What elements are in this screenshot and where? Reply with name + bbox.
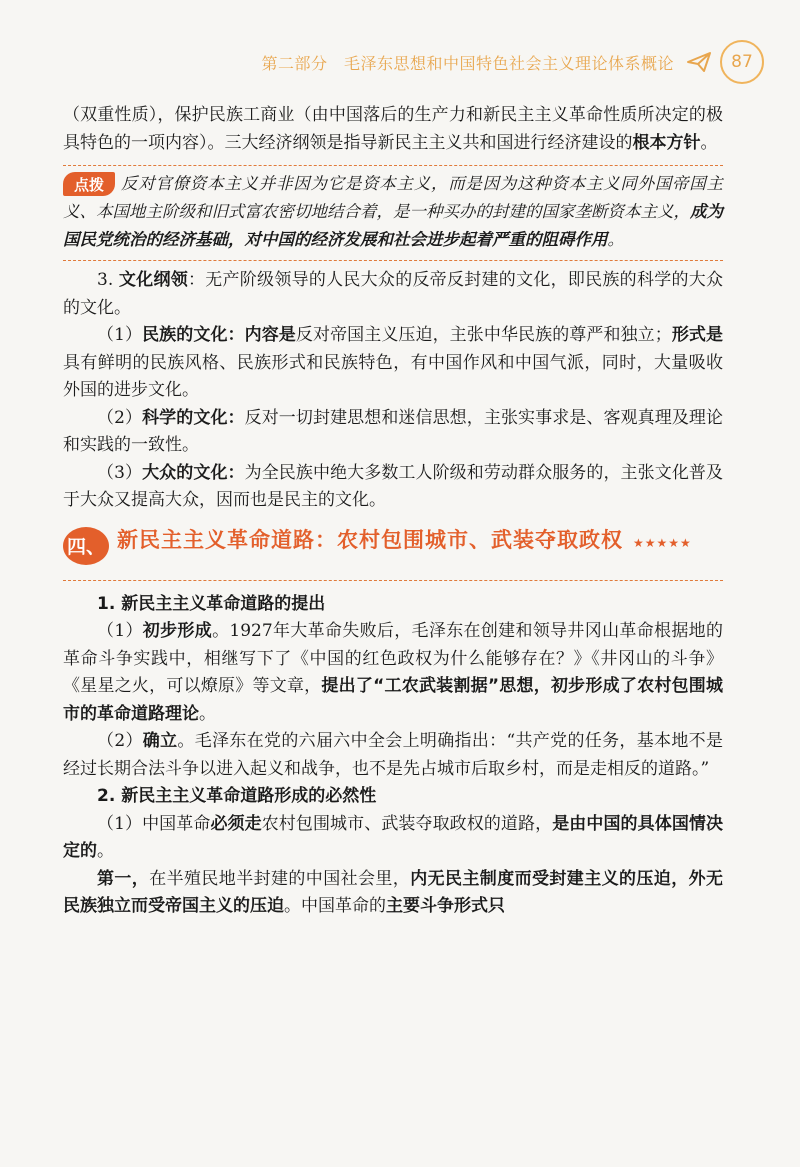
part2-paragraph-1: （1）中国革命必须走农村包围城市、武装夺取政权的道路，是由中国的具体国情决定的。 <box>63 813 723 861</box>
culture-item-2: （2）科学的文化：反对一切封建思想和迷信思想，主张实事求是、客观真理及理论和实践的一致性。 <box>63 407 724 455</box>
subheading-2: 2. 新民主主义革命道路形成的必然性 <box>97 786 377 806</box>
emphasis: 成为国民党统治的经济基础，对中国的经济发展和社会进步起着严重的阻碍作用 <box>63 202 723 249</box>
page-body <box>63 102 723 921</box>
tip-callout <box>63 165 723 261</box>
emphasis: 提出了“工农武装割据”思想，初步形成了农村包围城市的革命道路理论 <box>63 676 723 724</box>
part2-paragraph-2: 第一，在半殖民地半封建的中国社会里，内无民主制度而受封建主义的压迫，外无民族独立而受帝国主义的压迫。中国革命的主要斗争形式只 <box>63 868 724 916</box>
emphasis: 是由中国的具体国情决定的 <box>63 813 723 861</box>
section-title: 新民主主义革命道路：农村包围城市、武装夺取政权 ★★★★★ <box>117 527 692 552</box>
emphasis: 内无民主制度而受封建主义的压迫，外无民族独立而受帝国主义的压迫 <box>63 868 724 916</box>
culture-item-1: （1）民族的文化：内容是反对帝国主义压迫，主张中华民族的尊严和独立；形式是具有鲜明的民族风格、民族形式和民族特色，有中国作风和中国气派，同时，大量吸收外国的进步文化。 <box>63 325 724 400</box>
paper-plane-icon <box>686 51 712 73</box>
running-header <box>261 42 764 82</box>
intro-paragraph: （双重性质），保护民族工商业（由中国落后的生产力和新民主主义革命性质所决定的极具特色的一项内容）。三大经济纲领是指导新民主主义共和国进行经济建设的根本方针。 <box>63 105 723 153</box>
culture-item-3: （3）大众的文化：为全民族中绝大多数工人阶级和劳动群众服务的，主张文化普及于大众又提高大众，因而也是民主的文化。 <box>63 462 724 510</box>
section-heading <box>63 525 723 581</box>
importance-stars: ★★★★★ <box>633 535 692 550</box>
section-number-badge: 四、 <box>63 527 109 565</box>
page-number: 87 <box>720 40 764 84</box>
part1-paragraph-2: （2）确立。毛泽东在党的六届六中全会上明确指出：“共产党的任务，基本地不是经过长期合法斗争以进入起义和战争，也不是先占城市后取乡村，而是走相反的道路。” <box>63 731 723 779</box>
running-title: 第二部分 毛泽东思想和中国特色社会主义理论体系概论 <box>261 53 674 73</box>
callout-text: 反对官僚资本主义并非因为它是资本主义，而是因为这种资本主义同外国帝国主义、本国地主阶级和旧式富农密切地结合着，是一种买办的封建的国家垄断资本主义，成为国民党统治的经济基础，对中国的经济发展和社会进步起着严重的阻碍作用。 <box>63 174 723 249</box>
part1-paragraph-1: （1）初步形成。1927年大革命失败后，毛泽东在创建和领导井冈山革命根据地的革命斗争实践中，相继写下了《中国的红色政权为什么能够存在？》《井冈山的斗争》《星星之火，可以燎原》等文章，提出了“工农武装割据”思想，初步形成了农村包围城市的革命道路理论。 <box>63 621 724 724</box>
emphasis: 根本方针 <box>632 132 701 153</box>
subheading-1: 1. 新民主主义革命道路的提出 <box>97 593 326 614</box>
tip-badge: 点拨 <box>63 172 115 196</box>
culture-program: 3. 文化纲领：无产阶级领导的人民大众的反帝反封建的文化，即民族的科学的大众的文化。 <box>63 270 724 318</box>
culture-label: 文化纲领 <box>118 270 188 290</box>
